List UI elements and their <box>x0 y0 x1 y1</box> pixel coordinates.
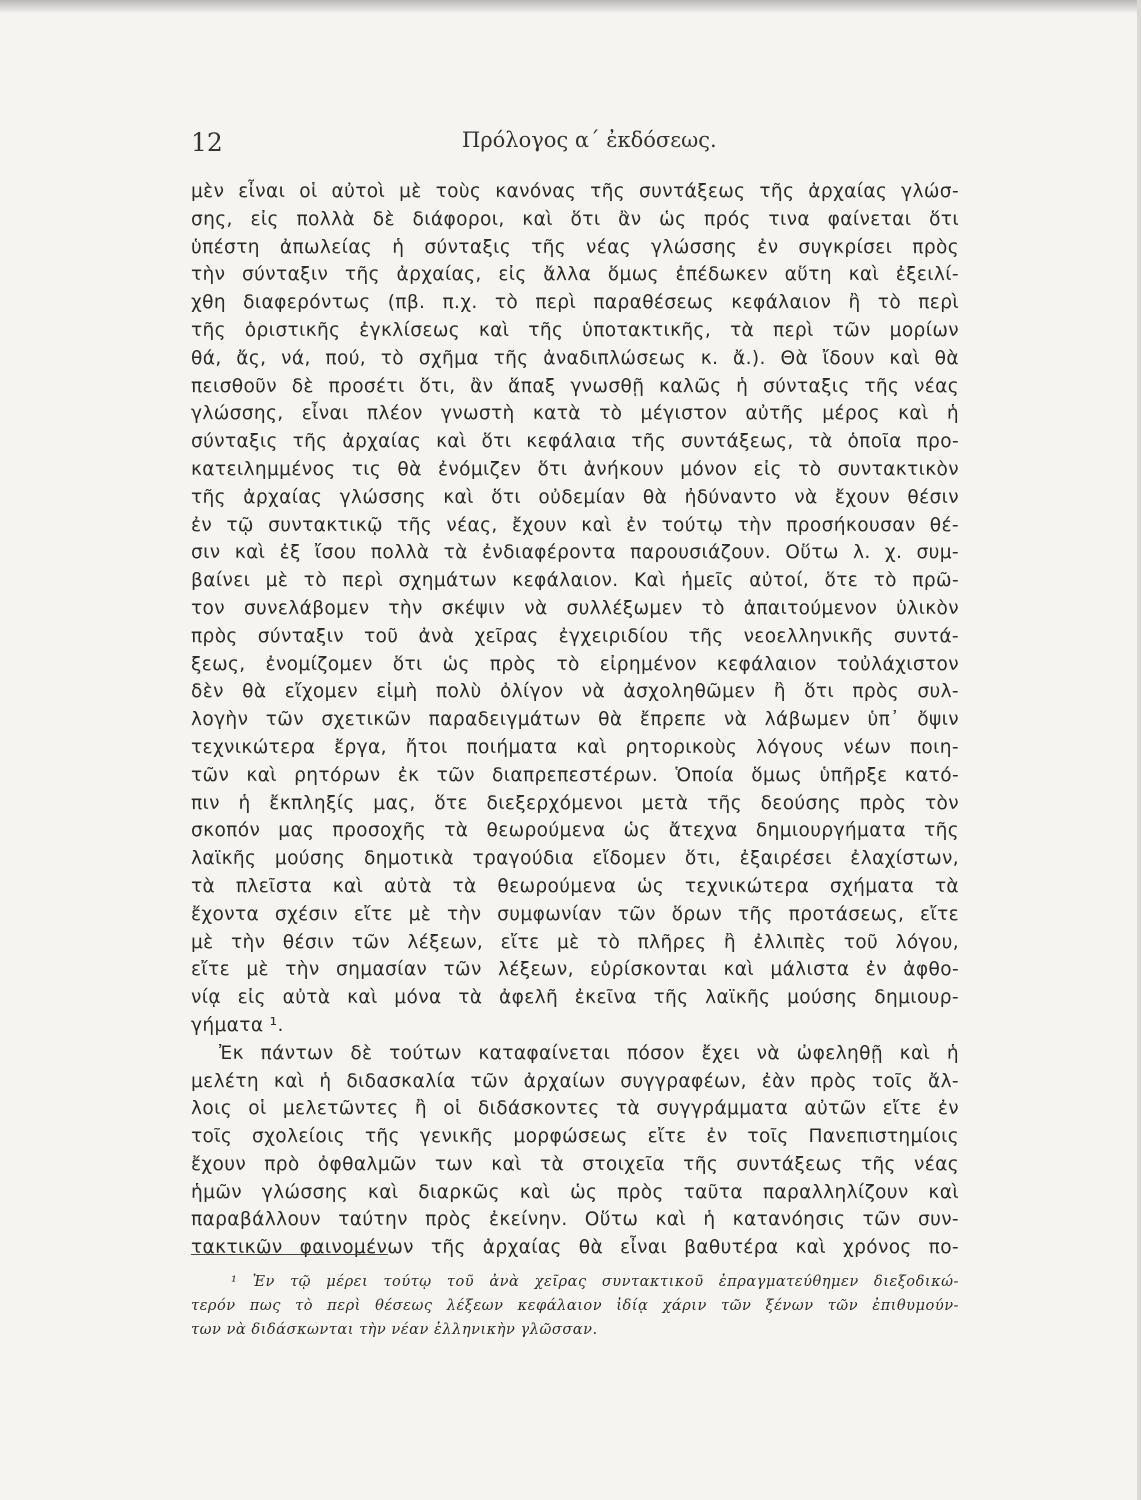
body-line: τῆς ὁριστικῆς ἐγκλίσεως καὶ τῆς ὑποτακτικῆς, τὰ περὶ τῶν μορίων <box>191 319 959 341</box>
body-line: τὴν σύνταξιν τῆς ἀρχαίας, εἰς ἄλλα ὅμως ἐπέδωκεν αὕτη καὶ ἐξειλί- <box>191 264 959 286</box>
body-line: λογὴν τῶν σχετικῶν παραδειγμάτων θὰ ἔπρεπε νὰ λάβωμεν ὑπ᾽ ὄψιν <box>191 709 959 731</box>
body-line: τοῖς σχολείοις τῆς γενικῆς μορφώσεως εἴτε ἐν τοῖς Πανεπιστημίοις <box>191 1126 959 1148</box>
body-line: γήματα ¹. <box>191 1014 284 1036</box>
body-line: τὰ πλεῖστα καὶ αὐτὰ τὰ θεωρούμενα ὡς τεχνικώτερα σχήματα τὰ <box>191 875 959 897</box>
body-line: ξεως, ἐνομίζομεν ὅτι ὡς πρὸς τὸ εἰρημένον κεφάλαιον τοὐλάχιστον <box>191 653 959 675</box>
body-line: Ἐκ πάντων δὲ τούτων καταφαίνεται πόσον ἔχει νὰ ὠφεληθῇ καὶ ἡ <box>219 1042 959 1064</box>
body-line: πρὸς σύνταξιν τοῦ ἀνὰ χεῖρας ἐγχειριδίου τῆς νεοελληνικῆς συντά- <box>191 625 959 647</box>
body-line: τῆς ἀρχαίας γλώσσης καὶ ὅτι οὐδεμίαν θὰ ἠδύναντο νὰ ἔχουν θέσιν <box>191 486 959 508</box>
body-line: ἡμῶν γλώσσης καὶ διαρκῶς καὶ ὡς πρὸς ταῦτα παραλληλίζουν καὶ <box>191 1181 959 1203</box>
page-number: 12 <box>191 128 223 157</box>
body-line: κατειλημμένος τις θὰ ἐνόμιζεν ὅτι ἀνήκουν μόνον εἰς τὸ συντακτικὸν <box>191 458 959 480</box>
body-line: γλώσσης, εἶναι πλέον γνωστὴ κατὰ τὸ μέγιστον αὐτῆς μέρος καὶ ἡ <box>191 403 959 425</box>
footnotes <box>191 1270 959 1342</box>
scan-top-shadow <box>0 0 1141 14</box>
footnote-line: των νὰ διδάσκωνται τὴν νέαν ἑλληνικὴν γλῶσσαν. <box>191 1321 598 1338</box>
body-line: εἴτε μὲ τὴν σημασίαν τῶν λέξεων, εὑρίσκονται καὶ μάλιστα ἐν ἀφθο- <box>191 959 959 981</box>
body-line: μελέτη καὶ ἡ διδασκαλία τῶν ἀρχαίων συγγραφέων, ἐὰν πρὸς τοῖς ἄλ- <box>191 1070 959 1092</box>
body-text <box>191 178 959 1262</box>
body-line: λοις οἱ μελετῶντες ἢ οἱ διδάσκοντες τὰ συγγράμματα αὐτῶν εἴτε ἐν <box>191 1098 959 1120</box>
body-line: βαίνει μὲ τὸ περὶ σχημάτων κεφάλαιον. Καὶ ἡμεῖς αὐτοί, ὅτε τὸ πρῶ- <box>191 570 959 592</box>
body-line: σιν καὶ ἐξ ἴσου πολλὰ τὰ ἐνδιαφέροντα παρουσιάζουν. Οὕτω λ. χ. συμ- <box>191 542 959 564</box>
body-line: μὲ τὴν θέσιν τῶν λέξεων, εἴτε μὲ τὸ πλῆρες ἢ ἐλλιπὲς τοῦ λόγου, <box>191 931 959 953</box>
footnote-rule <box>191 1254 388 1255</box>
body-line: ὑπέστη ἀπωλείας ἡ σύνταξις τῆς νέας γλώσσης ἐν συγκρίσει πρὸς <box>191 236 959 258</box>
body-line: παραβάλλουν ταύτην πρὸς ἐκείνην. Οὕτω καὶ ἡ κατανόησις τῶν συν- <box>191 1209 959 1231</box>
body-line: τακτικῶν φαινομένων τῆς ἀρχαίας θὰ εἶναι βαθυτέρα καὶ χρόνος πο- <box>191 1237 959 1259</box>
body-line: τεχνικώτερα ἔργα, ἤτοι ποιήματα καὶ ρητορικοὺς λόγους νέων ποιη- <box>191 736 959 758</box>
body-line: πεισθοῦν δὲ προσέτι ὅτι, ἂν ἅπαξ γνωσθῇ καλῶς ἡ σύνταξις τῆς νέας <box>191 375 959 397</box>
body-line: θά, ἄς, νά, πού, τὸ σχῆμα τῆς ἀναδιπλώσεως κ. ἄ.). Θὰ ἴδουν καὶ θὰ <box>191 347 959 369</box>
body-line: ἐν τῷ συντακτικῷ τῆς νέας, ἔχουν καὶ ἐν τούτῳ τὴν προσήκουσαν θέ- <box>191 514 959 536</box>
body-line: τῶν καὶ ρητόρων ἐκ τῶν διαπρεπεστέρων. Ὁποία ὅμως ὑπῆρξε κατό- <box>191 764 959 786</box>
body-line: λαϊκῆς μούσης δημοτικὰ τραγούδια εἴδομεν ὅτι, ἐξαιρέσει ἐλαχίστων, <box>191 848 959 870</box>
body-line: μὲν εἶναι οἱ αὐτοὶ μὲ τοὺς κανόνας τῆς συντάξεως τῆς ἀρχαίας γλώσ- <box>191 181 959 202</box>
footnote-line: τερόν πως τὸ περὶ θέσεως λέξεων κεφάλαιον ἰδίᾳ χάριν τῶν ξένων τῶν ἐπιθυμούν- <box>191 1297 959 1314</box>
body-line: δὲν θὰ εἴχομεν εἰμὴ πολὺ ὀλίγον νὰ ἀσχοληθῶμεν ἢ ὅτι πρὸς συλ- <box>191 681 959 703</box>
scan-right-edge <box>1137 0 1141 1500</box>
body-line: ἔχοντα σχέσιν εἴτε μὲ τὴν συμφωνίαν τῶν ὅρων τῆς προτάσεως, εἴτε <box>191 903 959 925</box>
body-line: σκοπόν μας προσοχῆς τὰ θεωρούμενα ὡς ἄτεχνα δημιουργήματα τῆς <box>191 820 959 842</box>
body-line: τον συνελάβομεν τὴν σκέψιν νὰ συλλέξωμεν τὸ ἀπαιτούμενον ὑλικὸν <box>191 597 959 619</box>
running-title: Πρόλογος α΄ ἐκδόσεως. <box>462 128 717 152</box>
body-line: σης, εἰς πολλὰ δὲ διάφοροι, καὶ ὅτι ἂν ὡς πρός τινα φαίνεται ὅτι <box>191 208 959 230</box>
footnote-line: ¹ Ἐν τῷ μέρει τούτῳ τοῦ ἀνὰ χεῖρας συντακτικοῦ ἐπραγματεύθημεν διεξοδικώ- <box>231 1273 959 1290</box>
body-line: νίᾳ εἰς αὐτὰ καὶ μόνα τὰ ἀφελῆ ἐκεῖνα τῆς λαϊκῆς μούσης δημιουρ- <box>191 987 959 1009</box>
body-line: ἔχουν πρὸ ὀφθαλμῶν των καὶ τὰ στοιχεῖα τῆς συντάξεως τῆς νέας <box>191 1153 959 1175</box>
body-line: πιν ἡ ἔκπληξίς μας, ὅτε διεξερχόμενοι μετὰ τῆς δεούσης πρὸς τὸν <box>191 792 959 814</box>
body-line: χθη διαφερόντως (πβ. π.χ. τὸ περὶ παραθέσεως κεφάλαιον ἢ τὸ περὶ <box>191 292 959 314</box>
body-line: σύνταξις τῆς ἀρχαίας καὶ ὅτι κεφάλαια τῆς συντάξεως, τὰ ὁποῖα προ- <box>191 431 959 453</box>
